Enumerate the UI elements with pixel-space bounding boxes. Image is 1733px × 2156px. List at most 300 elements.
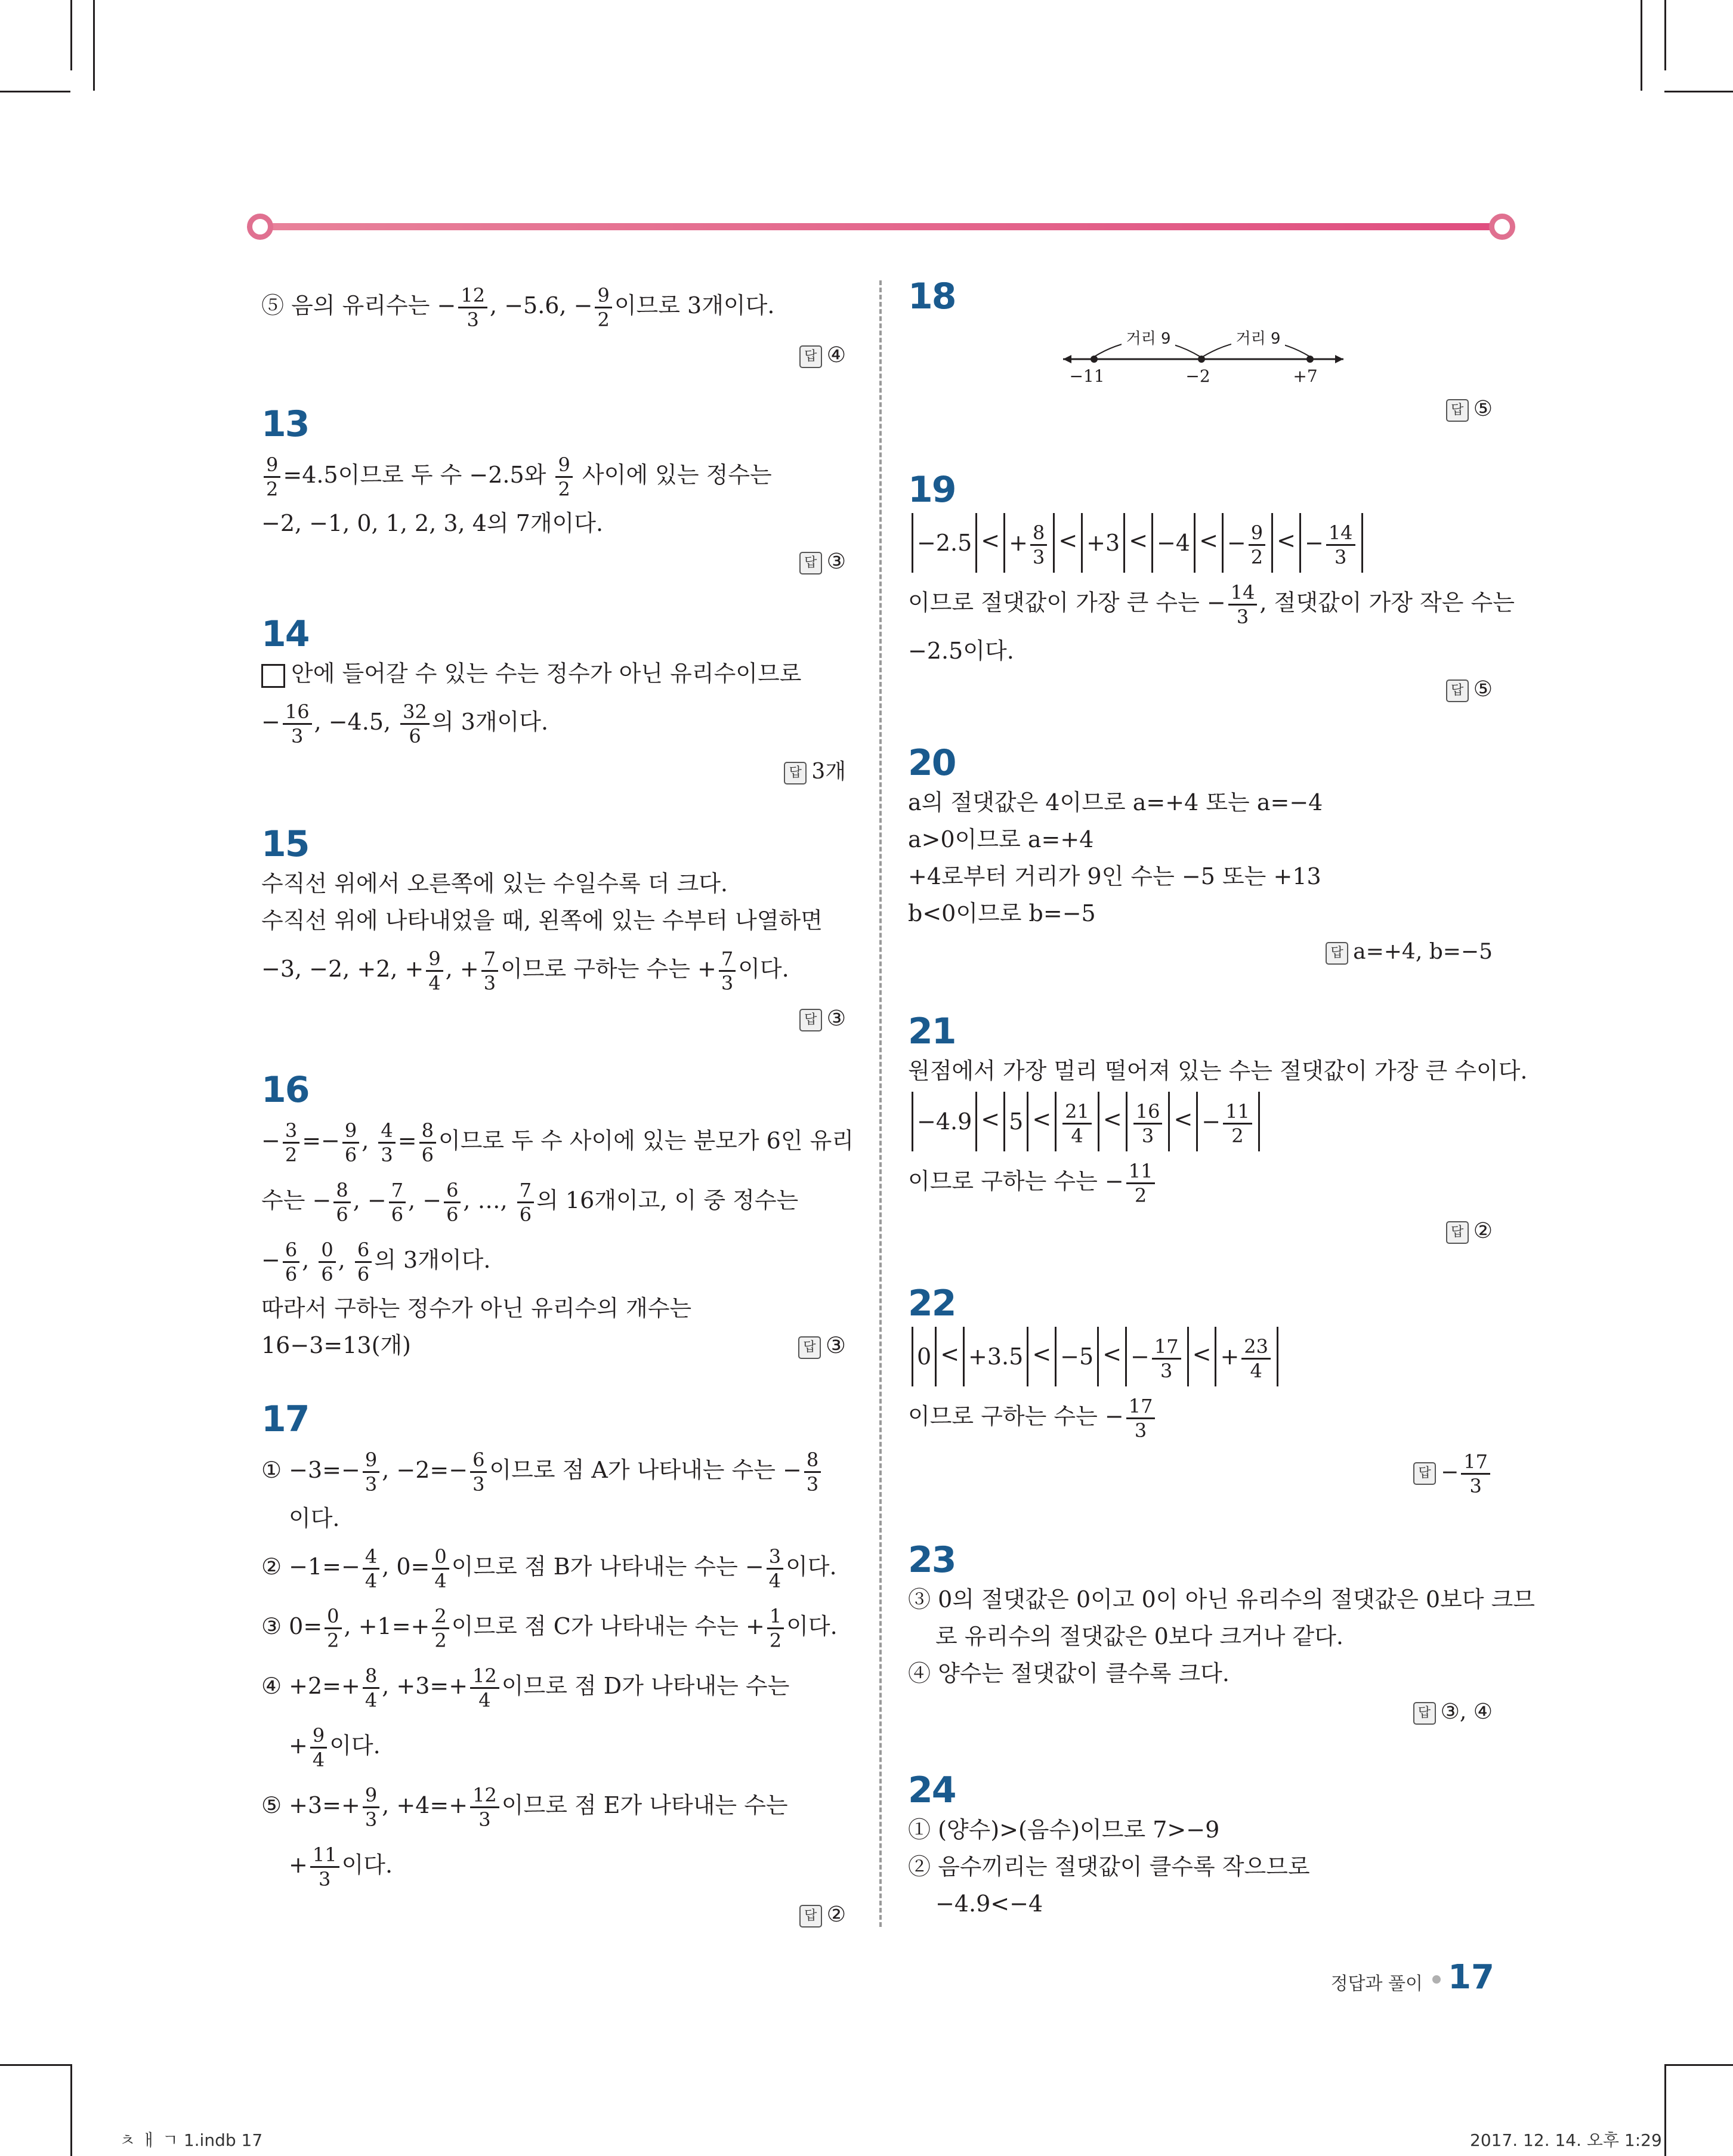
denominator: 4 xyxy=(364,1689,378,1712)
text: 이므로 구하는 수는 − xyxy=(908,1167,1124,1194)
arrow-right-icon xyxy=(1335,355,1343,363)
answer xyxy=(908,1452,1493,1496)
denominator: 3 xyxy=(467,308,479,331)
crop-mark-tl-v xyxy=(93,0,95,91)
text: − xyxy=(1201,1108,1221,1135)
answer-badge: 답 xyxy=(1326,942,1348,965)
denominator: 4 xyxy=(478,1689,491,1712)
text: + xyxy=(1220,1343,1240,1370)
answer-badge: 답 xyxy=(799,345,822,368)
text-line: ④ 양수는 절댓값이 클수록 크다. xyxy=(908,1660,1230,1687)
text: = xyxy=(397,1128,417,1154)
text-line: −2, −1, 0, 1, 2, 3, 4의 7개이다. xyxy=(261,510,604,536)
problem-number: 23 xyxy=(908,1539,956,1581)
numerator: 11 xyxy=(310,1845,339,1868)
text-line xyxy=(261,1230,846,1290)
numerator: 23 xyxy=(1241,1337,1271,1360)
fraction xyxy=(426,949,443,993)
denominator: 4 xyxy=(364,1570,378,1592)
denominator: 3 xyxy=(364,1473,378,1496)
denominator: 6 xyxy=(391,1203,404,1226)
text: 이므로 구하는 수는 + xyxy=(501,956,716,982)
fraction xyxy=(517,1181,534,1224)
absolute-value: −4 xyxy=(1151,513,1196,573)
text: − xyxy=(261,709,280,735)
text: ⑤ 음의 유리수는 − xyxy=(261,292,456,319)
point-marker xyxy=(1198,356,1205,363)
answer xyxy=(908,391,1493,427)
fraction xyxy=(325,1607,341,1650)
denominator: 6 xyxy=(409,725,421,748)
text: 이므로 두 수 사이에 있는 분모가 6인 유리 xyxy=(438,1128,854,1154)
problem-21 xyxy=(908,1011,1528,1249)
fraction xyxy=(470,1786,499,1829)
text: < xyxy=(940,1341,960,1367)
problem-number: 22 xyxy=(908,1283,956,1324)
numerator: 9 xyxy=(342,1121,359,1144)
text: 이므로 구하는 수는 − xyxy=(908,1403,1124,1429)
fraction xyxy=(595,286,611,329)
denominator: 3 xyxy=(1141,1124,1154,1147)
text: 의 3개이다. xyxy=(431,709,549,735)
fraction xyxy=(1228,580,1258,628)
print-timestamp: 2017. 12. 14. 오후 1:29 xyxy=(1470,2130,1662,2150)
problem-number: 13 xyxy=(261,403,309,445)
text-line xyxy=(261,1170,846,1230)
numerator: 1 xyxy=(767,1607,784,1629)
crop-mark-tr-v2 xyxy=(1664,0,1666,70)
text: 안에 들어갈 수 있는 수는 정수가 아닌 유리수이므로 xyxy=(291,660,802,687)
answer-badge: 답 xyxy=(1413,1702,1436,1725)
answer xyxy=(908,672,1493,708)
text-line xyxy=(908,573,1515,632)
text: < xyxy=(1102,1106,1122,1132)
denominator: 3 xyxy=(472,1473,485,1496)
problem-20 xyxy=(908,742,1493,970)
denominator: 3 xyxy=(1032,545,1045,569)
text: 이므로 점 D가 나타내는 수는 xyxy=(501,1673,790,1699)
denominator: 3 xyxy=(806,1473,819,1496)
fraction xyxy=(283,1121,299,1165)
fraction xyxy=(1062,1099,1092,1147)
answer xyxy=(261,544,846,580)
numerator: 0 xyxy=(325,1607,341,1629)
numerator: 7 xyxy=(389,1181,406,1203)
numerator: 0 xyxy=(432,1547,449,1570)
fraction xyxy=(804,1450,821,1494)
text: < xyxy=(1192,1341,1212,1367)
fraction xyxy=(432,1607,449,1650)
problem-15 xyxy=(261,823,846,1037)
numerator: 14 xyxy=(1228,583,1258,606)
text-line: +4로부터 거리가 9인 수는 −5 또는 +13 xyxy=(908,863,1321,889)
problem-13 xyxy=(261,403,846,580)
text-line xyxy=(908,1324,1493,1386)
crop-mark-tr-v xyxy=(1641,0,1642,91)
problem-17 xyxy=(261,1398,846,1933)
problem-number: 18 xyxy=(908,276,956,317)
fraction xyxy=(310,1726,327,1769)
page-label-dot xyxy=(1432,1975,1441,1984)
text: + xyxy=(1009,529,1028,556)
numerator: 17 xyxy=(1152,1337,1181,1360)
fraction xyxy=(767,1547,783,1590)
absolute-value xyxy=(1196,1092,1260,1151)
denominator: 6 xyxy=(336,1203,348,1226)
fraction xyxy=(319,1240,335,1284)
numerator: 16 xyxy=(283,702,312,725)
fraction xyxy=(1126,1159,1156,1207)
denominator: 3 xyxy=(721,972,734,994)
text-line xyxy=(908,1386,1493,1446)
denominator: 3 xyxy=(364,1808,378,1831)
numerator: 9 xyxy=(363,1786,379,1808)
text: − xyxy=(1304,529,1324,556)
denominator: 3 xyxy=(1236,605,1249,628)
numerator: 8 xyxy=(419,1121,436,1144)
crop-mark-br-h xyxy=(1664,2064,1733,2066)
text-line: 로 유리수의 절댓값은 0보다 크거나 같다. xyxy=(935,1623,1343,1650)
absolute-value: 5 xyxy=(1003,1092,1028,1151)
denominator: 3 xyxy=(1134,1419,1147,1442)
problem-number: 17 xyxy=(261,1398,309,1440)
numerator: 16 xyxy=(1133,1102,1163,1125)
problem-23 xyxy=(908,1539,1535,1730)
fraction xyxy=(458,286,487,329)
arrow-left-icon xyxy=(1063,355,1071,363)
denominator: 3 xyxy=(291,725,304,748)
header-bar xyxy=(257,223,1503,230)
text: < xyxy=(1102,1341,1122,1367)
denominator: 3 xyxy=(483,972,496,994)
text-line xyxy=(261,1596,846,1656)
absolute-value: −5 xyxy=(1055,1327,1099,1386)
answer-value: ② xyxy=(1473,1218,1493,1243)
text: ③ 0= xyxy=(261,1613,323,1639)
denominator: 4 xyxy=(1250,1359,1262,1382)
denominator: 6 xyxy=(421,1144,434,1166)
tick-label: +7 xyxy=(1293,366,1318,386)
problem-19 xyxy=(908,469,1515,708)
fraction xyxy=(470,1450,487,1494)
text-line: 따라서 구하는 정수가 아닌 유리수의 개수는 xyxy=(261,1295,692,1321)
denominator: 4 xyxy=(768,1570,781,1592)
numerator: 17 xyxy=(1126,1397,1156,1419)
answer xyxy=(908,1694,1493,1730)
text-line xyxy=(908,1089,1493,1151)
fraction xyxy=(444,1181,461,1224)
answer-badge: 답 xyxy=(1413,1462,1436,1485)
text-line xyxy=(261,1716,846,1775)
text: ② −1=− xyxy=(261,1553,360,1580)
numerator: 8 xyxy=(363,1666,379,1689)
column-divider xyxy=(879,280,882,1927)
fraction xyxy=(767,1607,784,1650)
denominator: 6 xyxy=(357,1263,370,1286)
text: , −5.6, − xyxy=(490,292,593,319)
denominator: 6 xyxy=(344,1144,357,1166)
text: < xyxy=(1032,1106,1052,1132)
denominator: 4 xyxy=(428,972,441,994)
text: 수는 − xyxy=(261,1187,332,1213)
absolute-value: 0 xyxy=(912,1327,937,1386)
fraction xyxy=(1133,1099,1163,1147)
denominator: 6 xyxy=(446,1203,459,1226)
problem-12-tail xyxy=(261,276,846,373)
numerator: 14 xyxy=(1326,523,1355,546)
absolute-value xyxy=(1215,1327,1278,1386)
fraction xyxy=(555,455,572,499)
crop-mark-bl-h xyxy=(0,2064,70,2066)
denominator: 4 xyxy=(434,1570,447,1592)
answer-value: ② xyxy=(826,1902,846,1927)
numerator: 6 xyxy=(444,1181,461,1203)
text: + xyxy=(289,1852,308,1878)
fraction xyxy=(363,1666,379,1710)
text-line xyxy=(261,939,846,999)
numerator: 4 xyxy=(363,1547,379,1570)
text: 의 16개이고, 이 중 정수는 xyxy=(536,1187,799,1213)
distance-label-left: 거리 9 xyxy=(1126,330,1171,348)
denominator: 2 xyxy=(434,1629,447,1652)
denominator: 4 xyxy=(1071,1124,1083,1147)
text-line: 이다. xyxy=(289,1505,340,1531)
problem-number: 15 xyxy=(261,823,309,865)
text-line xyxy=(261,1440,846,1500)
absolute-value xyxy=(1222,513,1273,573)
file-name: ㅊ ㅐ ㄱ 1.indb 17 xyxy=(119,2130,263,2150)
answer-badge: 답 xyxy=(799,1009,822,1031)
text-line: a의 절댓값은 4이므로 a=+4 또는 a=−4 xyxy=(908,789,1323,816)
text: < xyxy=(1199,527,1218,554)
answer-value: ③, ④ xyxy=(1440,1700,1493,1724)
text-line xyxy=(261,1835,846,1895)
text-line xyxy=(908,1151,1493,1211)
fraction xyxy=(389,1181,406,1224)
problem-14 xyxy=(261,613,846,790)
text: < xyxy=(1277,527,1296,554)
numerator: 8 xyxy=(1030,523,1047,546)
numerator: 6 xyxy=(470,1450,487,1473)
text-line: b<0이므로 b=−5 xyxy=(908,900,1096,926)
text: < xyxy=(1129,527,1148,554)
answer xyxy=(261,1897,846,1933)
numerator: 2 xyxy=(432,1607,449,1629)
text-line xyxy=(261,655,846,692)
answer-badge: 답 xyxy=(799,1905,822,1928)
text: , xyxy=(302,1247,317,1273)
answer xyxy=(908,1213,1493,1249)
fraction xyxy=(1249,523,1265,567)
numerator: 12 xyxy=(470,1666,499,1689)
problem-22 xyxy=(908,1283,1493,1496)
absolute-value: −4.9 xyxy=(912,1092,977,1151)
numerator: 9 xyxy=(426,949,443,972)
text: , +4=+ xyxy=(382,1792,468,1818)
fraction xyxy=(378,1121,395,1165)
fraction xyxy=(419,1121,436,1165)
answer xyxy=(261,338,846,373)
fraction xyxy=(342,1121,359,1165)
text-line xyxy=(261,1775,846,1835)
text: =− xyxy=(302,1128,340,1154)
text: 이므로 점 B가 나타내는 수는 − xyxy=(451,1553,764,1580)
text: , xyxy=(338,1247,353,1273)
answer-value: ③ xyxy=(825,1332,846,1358)
fraction xyxy=(283,1240,299,1284)
text-line: ③ 0의 절댓값은 0이고 0이 아닌 유리수의 절댓값은 0보다 크므 xyxy=(908,1586,1535,1613)
denominator: 2 xyxy=(1250,545,1264,569)
text: ⑤ +3=+ xyxy=(261,1792,360,1818)
fraction xyxy=(1223,1099,1252,1147)
numerator: 12 xyxy=(458,286,487,308)
text-line: a>0이므로 a=+4 xyxy=(908,826,1094,852)
fraction xyxy=(719,949,736,993)
text-line: 수직선 위에 나타내었을 때, 왼쪽에 있는 수부터 나열하면 xyxy=(261,907,823,934)
numerator: 9 xyxy=(595,286,611,308)
text: < xyxy=(1058,527,1078,554)
denominator: 6 xyxy=(285,1263,298,1286)
problem-number: 19 xyxy=(908,469,956,511)
answer-value: ④ xyxy=(826,343,846,367)
absolute-value: +3 xyxy=(1081,513,1125,573)
absolute-value xyxy=(1055,1092,1099,1151)
denominator: 3 xyxy=(381,1144,393,1166)
tick-label: −2 xyxy=(1185,366,1210,386)
text: < xyxy=(1173,1106,1193,1132)
numerator: 3 xyxy=(767,1547,783,1570)
text-line xyxy=(908,511,1493,573)
text-line xyxy=(261,1111,854,1170)
header-bar-right-dot xyxy=(1489,214,1515,240)
text: , +1=+ xyxy=(344,1613,430,1639)
problem-16 xyxy=(261,1069,854,1364)
text: ④ +2=+ xyxy=(261,1673,360,1699)
text: < xyxy=(981,1106,1000,1132)
numerator: 6 xyxy=(283,1240,299,1263)
page-number: 17 xyxy=(1448,1958,1494,1997)
denominator: 3 xyxy=(1160,1359,1173,1382)
blank-box-icon xyxy=(261,664,285,688)
fraction xyxy=(363,1786,379,1829)
text-line xyxy=(261,1656,846,1716)
fraction xyxy=(1461,1452,1490,1496)
text: − xyxy=(1227,529,1246,556)
denominator: 6 xyxy=(519,1203,532,1226)
text: 이므로 점 C가 나타내는 수는 + xyxy=(451,1613,765,1639)
text: 의 3개이다. xyxy=(374,1247,491,1273)
text-line: ② 음수끼리는 절댓값이 클수록 작으므로 xyxy=(908,1854,1310,1880)
absolute-value: −2.5 xyxy=(912,513,977,573)
answer xyxy=(261,1001,846,1037)
answer-badge: 답 xyxy=(1446,399,1469,422)
text-line: ① (양수)>(음수)이므로 7>−9 xyxy=(908,1817,1220,1843)
header-bar-left-dot xyxy=(247,214,273,240)
text: 이다. xyxy=(786,1613,838,1639)
fraction xyxy=(264,455,280,499)
numerator: 17 xyxy=(1461,1452,1490,1475)
denominator: 4 xyxy=(312,1749,325,1771)
text: < xyxy=(981,527,1000,554)
denominator: 2 xyxy=(327,1629,339,1652)
absolute-value xyxy=(1125,1327,1189,1386)
text-line: 수직선 위에서 오른쪽에 있는 수일수록 더 크다. xyxy=(261,870,728,897)
text: , 0= xyxy=(382,1553,430,1580)
fraction xyxy=(363,1547,379,1590)
numerator: 9 xyxy=(363,1450,379,1473)
problem-number: 14 xyxy=(261,613,309,655)
absolute-value: +3.5 xyxy=(963,1327,1028,1386)
denominator: 3 xyxy=(1469,1474,1482,1497)
problem-18 xyxy=(908,276,1493,427)
numerator: 0 xyxy=(319,1240,335,1263)
denominator: 2 xyxy=(1134,1184,1147,1207)
text: , −2=− xyxy=(382,1457,468,1483)
answer-value: ⑤ xyxy=(1473,677,1493,702)
text-line xyxy=(261,445,846,505)
numerator: 11 xyxy=(1223,1102,1252,1125)
numerator: 9 xyxy=(1249,523,1265,546)
absolute-value xyxy=(1299,513,1363,573)
fraction xyxy=(1152,1337,1181,1380)
numerator: 9 xyxy=(264,455,280,478)
text: , − xyxy=(408,1187,442,1213)
text: ① −3=− xyxy=(261,1457,360,1483)
fraction xyxy=(470,1666,499,1710)
fraction xyxy=(333,1181,350,1224)
denominator: 2 xyxy=(558,478,570,501)
problem-24 xyxy=(908,1769,1493,1922)
fraction xyxy=(1030,523,1047,567)
crop-mark-tl-h xyxy=(0,91,70,92)
denominator: 3 xyxy=(1334,545,1347,569)
text: , −4.5, xyxy=(314,709,399,735)
text: 이다. xyxy=(329,1732,381,1759)
text: 이다. xyxy=(738,956,789,982)
number-line-diagram xyxy=(908,317,1493,389)
numerator: 9 xyxy=(310,1726,327,1749)
text: 이다. xyxy=(786,1553,837,1580)
fraction xyxy=(1241,1337,1271,1380)
denominator: 2 xyxy=(266,478,279,501)
fraction xyxy=(310,1845,339,1889)
text: 이므로 3개이다. xyxy=(614,292,775,319)
fraction xyxy=(355,1240,372,1284)
denominator: 2 xyxy=(285,1144,298,1166)
numerator: 8 xyxy=(333,1181,350,1203)
text: < xyxy=(1032,1341,1052,1367)
answer-value: ⑤ xyxy=(1473,397,1493,421)
denominator: 6 xyxy=(321,1263,333,1286)
text-line xyxy=(261,692,846,752)
fraction xyxy=(400,702,430,746)
point-marker xyxy=(1306,356,1314,363)
text: − xyxy=(261,1128,280,1154)
text-line xyxy=(261,1537,846,1596)
text: + xyxy=(289,1732,308,1759)
answer-value: a=+4, b=−5 xyxy=(1353,940,1493,964)
answer-badge: 답 xyxy=(798,1336,821,1359)
answer xyxy=(261,754,846,790)
answer-value: 3개 xyxy=(811,759,846,784)
denominator: 3 xyxy=(478,1808,491,1831)
numerator: 3 xyxy=(283,1121,299,1144)
text: 사이에 있는 정수는 xyxy=(574,462,772,488)
point-marker xyxy=(1091,356,1098,363)
distance-label-right: 거리 9 xyxy=(1235,330,1281,348)
fraction xyxy=(1326,523,1355,567)
text-line: −4.9<−4 xyxy=(935,1891,1043,1917)
